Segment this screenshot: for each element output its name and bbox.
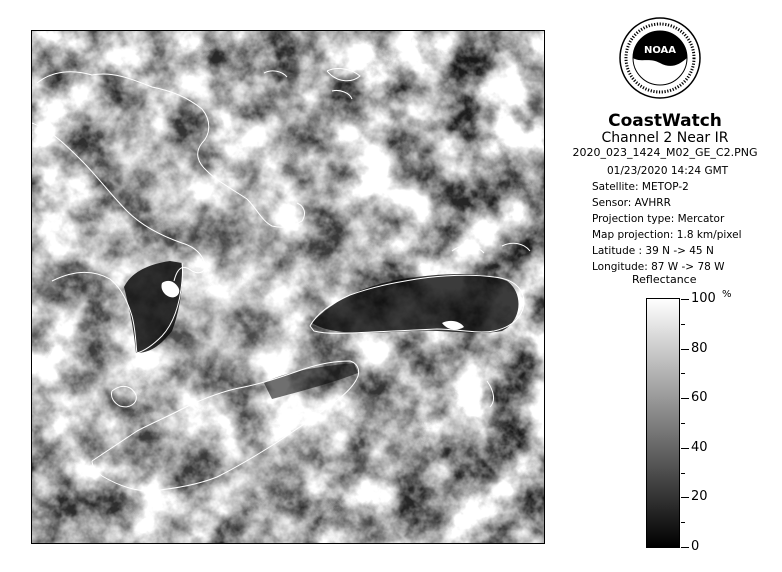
colorbar-title: Reflectance: [632, 273, 697, 286]
noaa-seal-text: NOAA: [643, 45, 677, 56]
colorbar: [646, 298, 680, 548]
colorbar-tick: [681, 448, 689, 449]
filename-label: 2020_023_1424_M02_GE_C2.PNG: [572, 146, 758, 159]
sensor-label: Sensor: AVHRR: [592, 197, 671, 209]
colorbar-tick: [681, 324, 685, 325]
colorbar-tick: [681, 522, 685, 523]
colorbar-tick: [681, 497, 689, 498]
colorbar-tick-label: 40: [691, 440, 708, 455]
map-projection-label: Map projection: 1.8 km/pixel: [592, 229, 742, 241]
colorbar-unit: %: [722, 289, 732, 300]
colorbar-tick: [681, 373, 685, 374]
satellite-image: [31, 30, 545, 544]
latitude-label: Latitude : 39 N -> 45 N: [592, 245, 714, 257]
colorbar-tick: [681, 473, 685, 474]
colorbar-tick: [681, 398, 689, 399]
colorbar-tick-label: 0: [691, 539, 700, 554]
projection-type-label: Projection type: Mercator: [592, 213, 725, 225]
brand-title: CoastWatch: [608, 111, 722, 131]
colorbar-tick-label: 80: [691, 341, 708, 356]
noaa-seal-icon: [619, 17, 701, 99]
colorbar-tick-label: 60: [691, 390, 708, 405]
colorbar-tick: [681, 349, 689, 350]
colorbar-tick: [681, 547, 689, 548]
satellite-map-svg: [32, 31, 544, 543]
datetime-label: 01/23/2020 14:24 GMT: [607, 165, 729, 177]
longitude-label: Longitude: 87 W -> 78 W: [592, 261, 725, 273]
colorbar-tick-label: 100: [691, 291, 716, 306]
colorbar-tick: [681, 299, 689, 300]
colorbar-tick: [681, 423, 685, 424]
colorbar-tick-label: 20: [691, 489, 708, 504]
channel-title: Channel 2 Near IR: [601, 130, 729, 146]
satellite-label: Satellite: METOP-2: [592, 181, 689, 193]
